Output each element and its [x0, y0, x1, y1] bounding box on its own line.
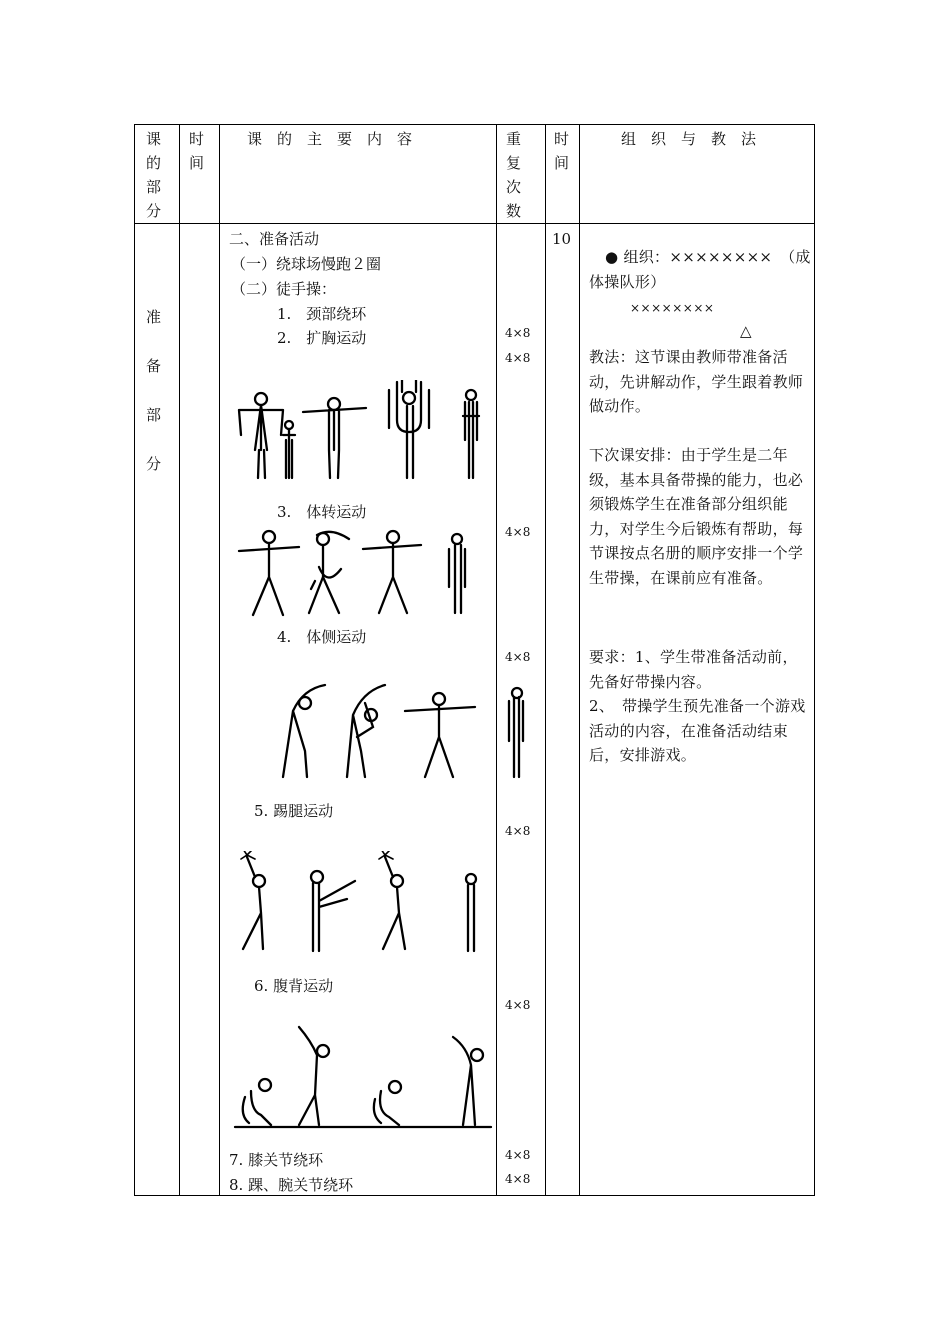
reps-value: 4×8	[505, 1172, 531, 1186]
exercise-3: 3. 体转运动	[277, 503, 367, 521]
column-divider	[496, 125, 497, 1195]
requirement-1: 要求：1、学生带准备活动前，先备好带操内容。	[589, 648, 798, 691]
exercise-8: 8. 踝、腕关节绕环	[229, 1176, 354, 1194]
formation-row: ××××××××	[630, 301, 715, 315]
lateral-bend-figures	[265, 681, 530, 781]
reps-value: 4×8	[505, 1148, 531, 1162]
time-value: 10	[552, 230, 572, 248]
reps-value: 4×8	[505, 824, 531, 838]
leg-kick-figures	[231, 851, 496, 956]
header-method: 组 织 与 教 法	[621, 130, 757, 148]
column-divider	[545, 125, 546, 1195]
next-class-plan: 下次课安排：由于学生是二年级，基本具备带操的能力，也必须锻炼学生在准备部分组织能力，对学生今后锻炼有帮助，每节课按点名册的顺序安排一个学生带操，在课前应有准备。	[589, 446, 804, 587]
chest-expansion-figures	[231, 380, 496, 485]
header-time2: 时 间	[554, 130, 570, 172]
header-part: 课 的 部 分	[146, 130, 162, 220]
part-label: 准 备 部 分	[146, 308, 162, 473]
exercise-4: 4. 体侧运动	[277, 628, 367, 646]
reps-value: 4×8	[505, 998, 531, 1012]
item-freehand: （二）徒手操：	[231, 280, 337, 298]
organization-text: ● 组织：×××××××× （成体操队形）	[589, 248, 811, 291]
header-divider	[135, 223, 814, 224]
reps-value: 4×8	[505, 326, 531, 340]
header-time: 时 间	[189, 130, 205, 172]
item-jog: （一）绕球场慢跑２圈	[231, 255, 382, 273]
exercise-5: 5. 踢腿运动	[254, 802, 334, 820]
header-content: 课 的 主 要 内 容	[247, 130, 413, 148]
exercise-1: 1. 颈部绕环	[277, 305, 367, 323]
exercise-7: 7. 膝关节绕环	[229, 1151, 324, 1169]
header-reps: 重 复 次 数	[506, 130, 522, 220]
abdomen-back-figures	[231, 1025, 496, 1131]
requirement-2: 2、 带操学生预先准备一个游戏活动的内容，在准备活动结束后，安排游戏。	[589, 697, 806, 764]
exercise-2: 2. 扩胸运动	[277, 329, 367, 347]
column-divider	[179, 125, 180, 1195]
reps-value: 4×8	[505, 351, 531, 365]
column-divider	[579, 125, 580, 1195]
section-title: 二、准备活动	[229, 230, 320, 248]
reps-value: 4×8	[505, 650, 531, 664]
teaching-method: 教法：这节课由教师带准备活动，先讲解动作，学生跟着教师做动作。	[589, 348, 804, 415]
teacher-mark: △	[740, 322, 752, 340]
reps-value: 4×8	[505, 525, 531, 539]
lesson-plan-table	[134, 124, 815, 1196]
exercise-6: 6. 腹背运动	[254, 977, 334, 995]
trunk-rotation-figures	[231, 527, 496, 619]
column-divider	[219, 125, 220, 1195]
